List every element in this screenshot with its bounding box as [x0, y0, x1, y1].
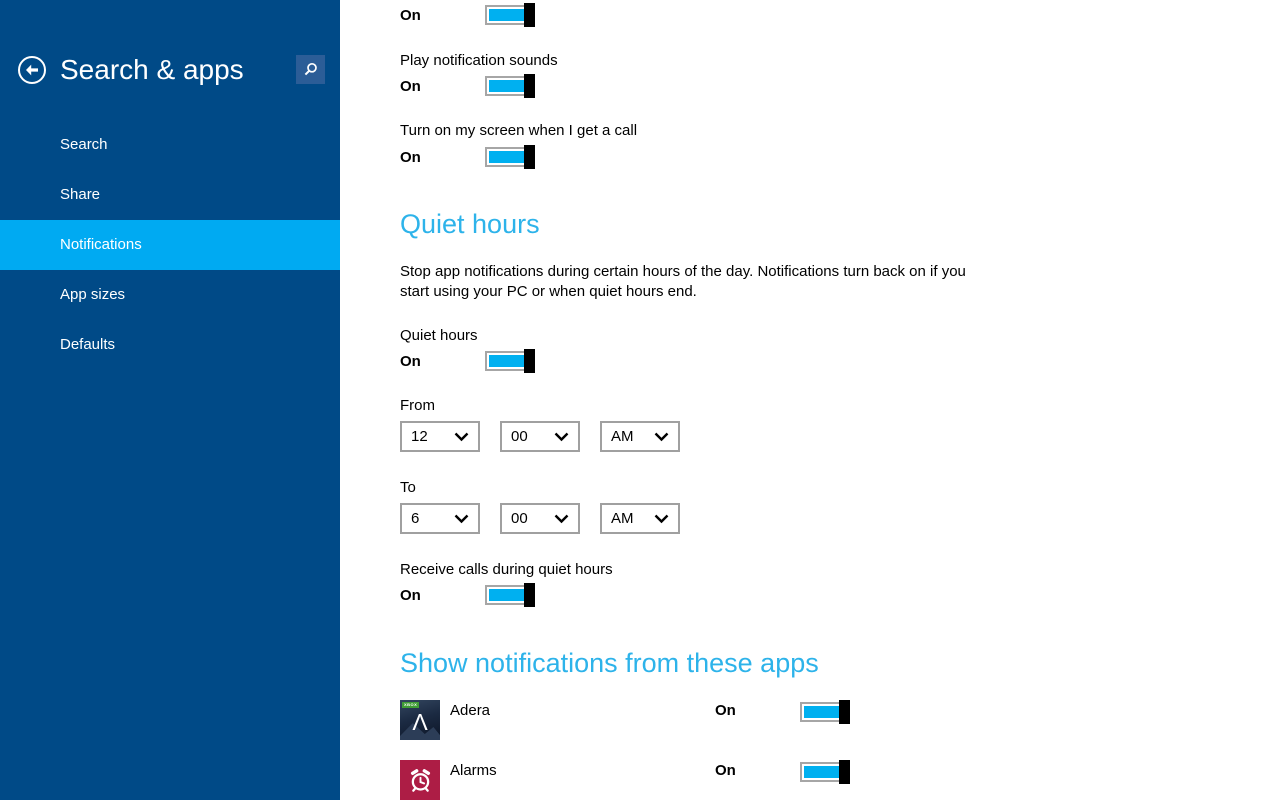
adera-notifications-toggle[interactable]: [800, 700, 850, 724]
sidebar-item-share[interactable]: Share: [60, 186, 101, 203]
to-hour-value: 6: [411, 510, 420, 527]
apps-notifications-heading: Show notifications from these apps: [400, 648, 819, 678]
from-minute-select[interactable]: [500, 421, 580, 452]
from-label: From: [400, 397, 435, 414]
receive-calls-toggle-row: [400, 583, 535, 607]
sidebar-item-app-sizes[interactable]: App sizes: [60, 286, 126, 303]
chevron-down-icon: [654, 514, 669, 524]
toggle-fill: [489, 355, 524, 367]
to-period-value: AM: [611, 510, 634, 527]
turn-on-screen-toggle-row: [400, 145, 535, 169]
alarms-app-icon: [400, 760, 440, 800]
toggle-fill: [489, 9, 524, 21]
quiet-hours-toggle[interactable]: [485, 349, 535, 373]
xbox-badge: XBOX: [404, 702, 418, 707]
play-sounds-toggle-row: [400, 74, 535, 98]
from-hour-select[interactable]: [400, 421, 480, 452]
from-minute-value: 00: [511, 428, 528, 445]
toggle-fill: [489, 589, 524, 601]
chevron-down-icon: [454, 432, 469, 442]
notifications-settings-panel: [400, 0, 1280, 800]
sidebar-item-search[interactable]: Search: [60, 136, 108, 153]
toggle-state-label: On: [400, 586, 421, 604]
chevron-down-icon: [554, 514, 569, 524]
adera-logo-glyph: Λ: [412, 709, 428, 735]
show-notifications-toggle[interactable]: [485, 3, 535, 27]
app-row-adera: [400, 700, 860, 740]
search-icon: [303, 62, 318, 77]
show-notifications-toggle-row: [400, 3, 535, 27]
from-time-selects: [400, 421, 680, 452]
toggle-fill: [489, 80, 524, 92]
arrow-left-icon: [24, 62, 40, 78]
toggle-thumb[interactable]: [524, 145, 535, 169]
toggle-thumb[interactable]: [524, 3, 535, 27]
toggle-thumb[interactable]: [524, 74, 535, 98]
play-sounds-label: Play notification sounds: [400, 52, 558, 69]
toggle-thumb[interactable]: [524, 349, 535, 373]
toggle-fill: [804, 706, 839, 718]
toggle-state-label: On: [400, 148, 421, 166]
to-minute-select[interactable]: [500, 503, 580, 534]
back-button[interactable]: [18, 56, 46, 84]
app-name: Adera: [450, 702, 491, 719]
to-time-selects: [400, 503, 680, 534]
quiet-hours-toggle-label: Quiet hours: [400, 327, 478, 344]
quiet-hours-heading: Quiet hours: [400, 209, 540, 239]
app-name: Alarms: [450, 762, 497, 779]
to-hour-select[interactable]: [400, 503, 480, 534]
toggle-state-label: On: [715, 702, 736, 719]
play-sounds-toggle[interactable]: [485, 74, 535, 98]
adera-app-icon: [400, 700, 440, 740]
toggle-thumb[interactable]: [839, 700, 850, 724]
sidebar-item-defaults[interactable]: Defaults: [60, 336, 116, 353]
toggle-state-label: On: [400, 6, 421, 24]
to-period-select[interactable]: [600, 503, 680, 534]
alarms-notifications-toggle[interactable]: [800, 760, 850, 784]
toggle-state-label: On: [715, 762, 736, 779]
from-period-value: AM: [611, 428, 634, 445]
settings-sidebar: [0, 0, 340, 800]
sidebar-item-notifications[interactable]: Notifications: [0, 220, 340, 270]
from-period-select[interactable]: [600, 421, 680, 452]
to-label: To: [400, 479, 416, 496]
toggle-state-label: On: [400, 77, 421, 95]
toggle-fill: [804, 766, 839, 778]
turn-on-screen-toggle[interactable]: [485, 145, 535, 169]
turn-on-screen-label: Turn on my screen when I get a call: [400, 122, 638, 139]
search-button[interactable]: [296, 55, 325, 84]
from-hour-value: 12: [411, 428, 428, 445]
to-minute-value: 00: [511, 510, 528, 527]
toggle-thumb[interactable]: [524, 583, 535, 607]
toggle-fill: [489, 151, 524, 163]
quiet-hours-description: Stop app notifications during certain hours of the day. Notifications turn back on if you start using your PC or when quiet hours end.: [400, 263, 966, 300]
chevron-down-icon: [554, 432, 569, 442]
chevron-down-icon: [454, 514, 469, 524]
quiet-hours-toggle-row: [400, 349, 535, 373]
app-row-alarms: [400, 760, 860, 800]
sidebar-nav: [0, 120, 340, 370]
toggle-state-label: On: [400, 352, 421, 370]
page-title: Search & apps: [60, 54, 244, 85]
alarm-clock-icon: [407, 767, 434, 794]
receive-calls-toggle[interactable]: [485, 583, 535, 607]
toggle-thumb[interactable]: [839, 760, 850, 784]
chevron-down-icon: [654, 432, 669, 442]
receive-calls-label: Receive calls during quiet hours: [400, 561, 613, 578]
